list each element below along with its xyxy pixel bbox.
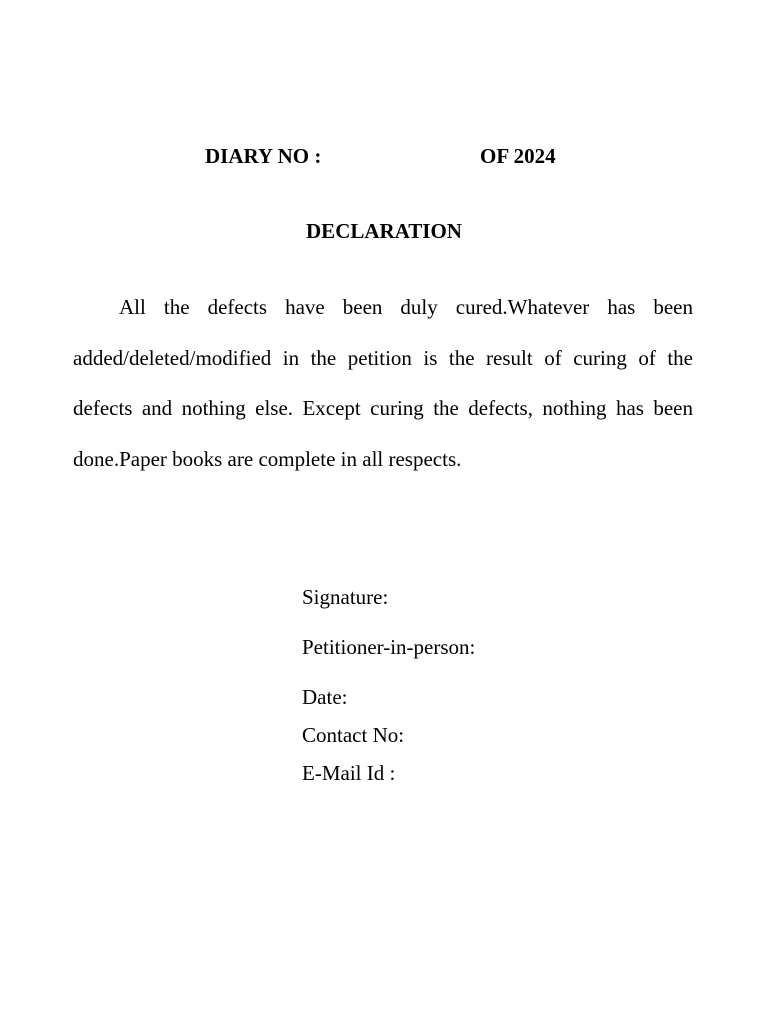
declaration-heading: DECLARATION xyxy=(306,219,462,243)
diary-number-line xyxy=(0,144,768,172)
email-id-label: E-Mail Id : xyxy=(302,761,396,785)
signature-label: Signature: xyxy=(302,585,389,609)
petitioner-label: Petitioner-in-person: xyxy=(302,635,476,659)
diary-year-label: OF 2024 xyxy=(480,144,556,168)
diary-number-label: DIARY NO : xyxy=(205,144,322,168)
contact-number-label: Contact No: xyxy=(302,723,405,747)
declaration-body: All the defects have been duly cured.Whatever has been added/deleted/modified in the petition is the result of curing of the defects and nothing else. Except curing the defects, nothing has been done.Paper books are complete in all respects. xyxy=(73,295,693,472)
date-label: Date: xyxy=(302,685,348,709)
